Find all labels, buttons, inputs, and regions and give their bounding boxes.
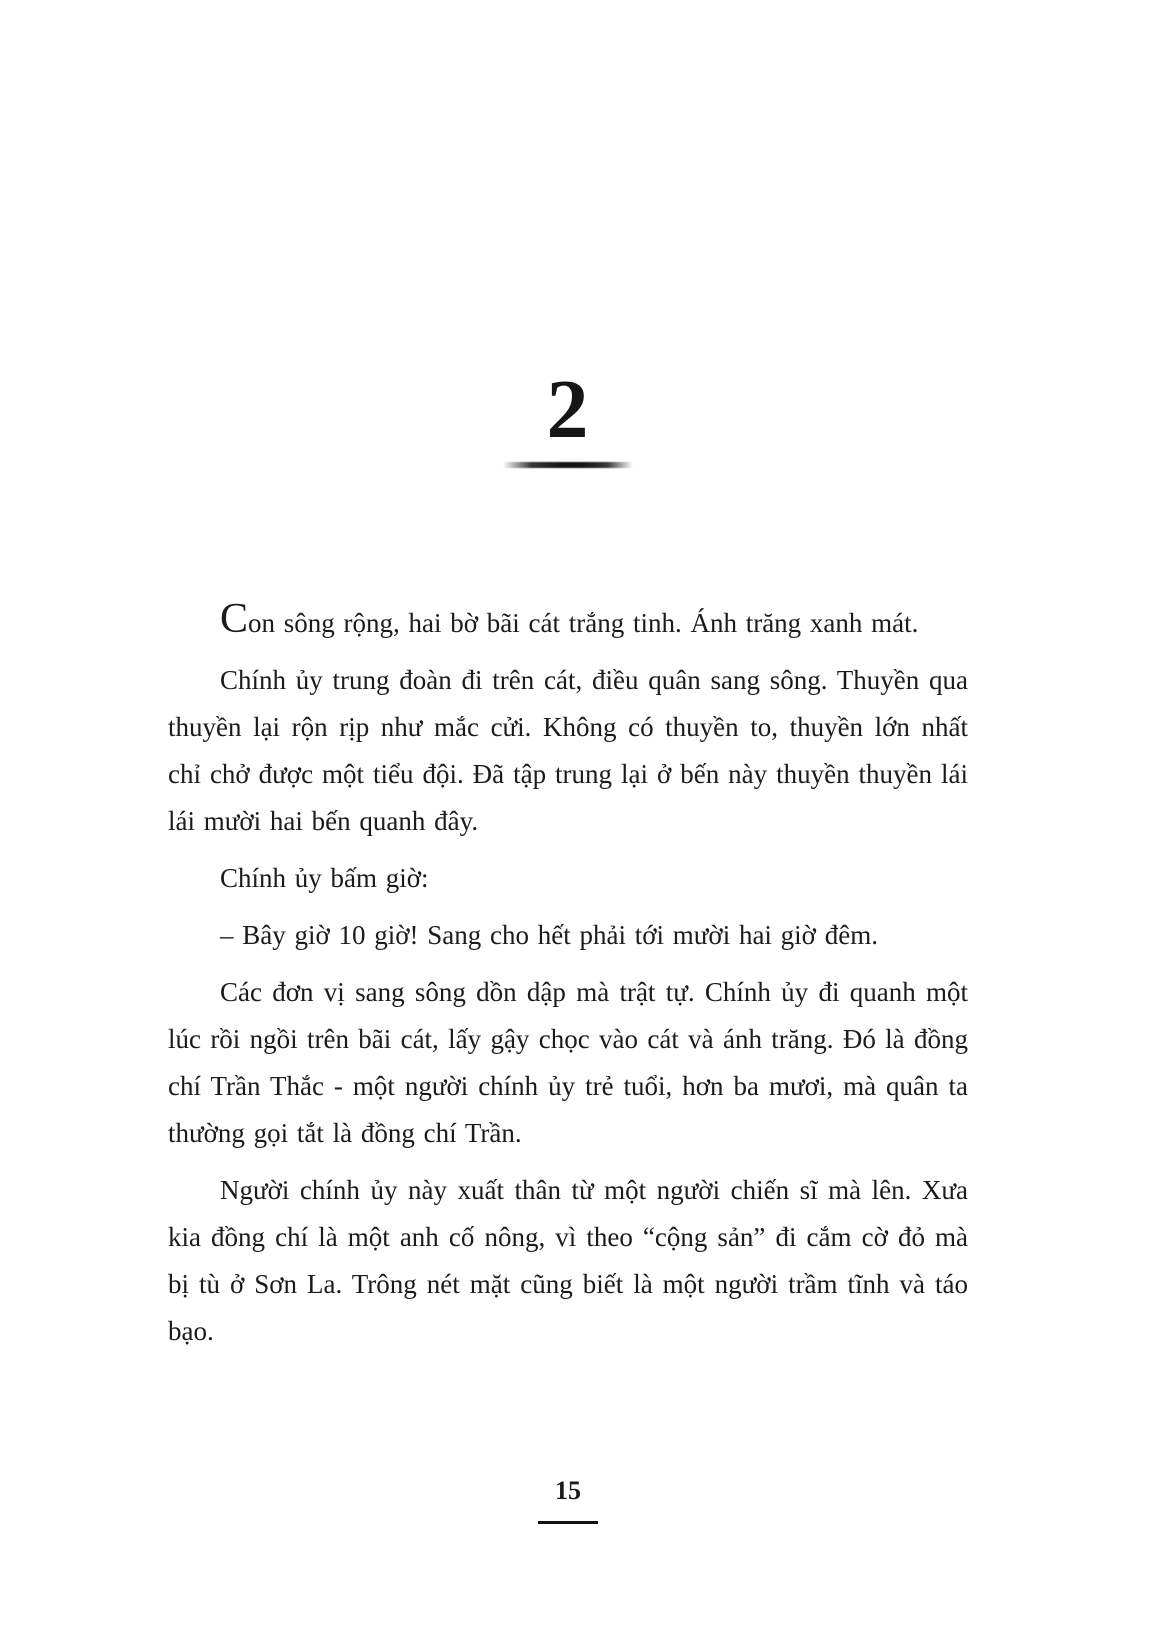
paragraph: – Bây giờ 10 giờ! Sang cho hết phải tới mười hai giờ đêm. [220, 920, 878, 950]
page-number: 15 [555, 1476, 581, 1505]
paragraph [168, 596, 968, 647]
paragraph: Chính ủy bấm giờ: [220, 863, 429, 893]
paragraph: Các đơn vị sang sông dồn dập mà trật tự. Chính ủy đi quanh một lúc rồi ngồi trên bãi cát, lấy gậy chọc vào cát và ánh trăng. Đó là đồng chí Trần Thắc - một người chính ủy trẻ tuổi, hơn ba mươi, mà quân ta thường gọi tắt là đồng chí Trần. [168, 977, 968, 1148]
paragraph: Người chính ủy này xuất thân từ một người chiến sĩ mà lên. Xưa kia đồng chí là một anh cố nông, vì theo “cộng sản” đi cắm cờ đỏ mà bị tù ở Sơn La. Trông nét mặt cũng biết là một người trầm tĩnh và táo bạo. [168, 1175, 968, 1346]
drop-cap: C [220, 596, 249, 642]
body-text [168, 596, 968, 1365]
paragraph-text: on sông rộng, hai bờ bãi cát trắng tinh. Ánh trăng xanh mát. [248, 608, 919, 638]
chapter-divider-rule [503, 462, 633, 468]
paragraph: Chính ủy trung đoàn đi trên cát, điều quân sang sông. Thuyền qua thuyền lại rộn rịp như mắc cửi. Không có thuyền to, thuyền lớn nhất chỉ chở được một tiểu đội. Đã tập trung lại ở bến này thuyền thuyền lái lái mười hai bến quanh đây. [168, 665, 968, 836]
page-number-rule [538, 1521, 598, 1524]
chapter-number: 2 [546, 363, 590, 456]
